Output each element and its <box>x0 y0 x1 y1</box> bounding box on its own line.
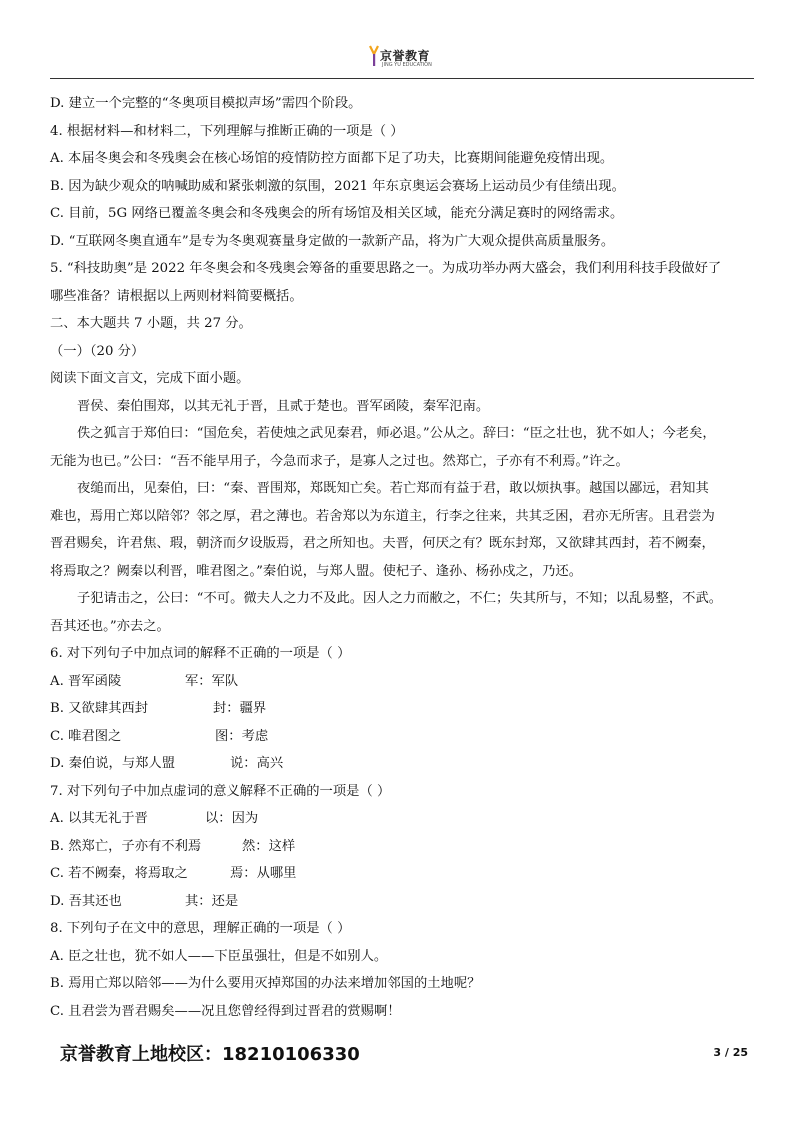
document-body <box>50 90 750 1025</box>
option-7c <box>50 860 750 888</box>
question-5: 5. “科技助奥”是 2022 年冬奥会和冬残奥会筹备的重要思路之一。为成功举办两大盛会，我们利用科技手段做好了 <box>50 261 722 276</box>
logo-subtitle: JING YU EDUCATION <box>382 62 432 68</box>
option-4b: B. 因为缺少观众的呐喊助威和紧张刺激的氛围，2021 年东京奥运会赛场上运动员少有佳绩出现。 <box>50 178 625 194</box>
passage-paragraph-4-cont: 吾其还也。”亦去之。 <box>50 618 170 634</box>
option-gloss: 说：高兴 <box>230 756 284 771</box>
subsection-heading: （一）（20 分） <box>50 343 145 359</box>
question-5-cont: 哪些准备？请根据以上两则材料简要概括。 <box>50 288 303 304</box>
option-6b <box>50 695 750 723</box>
option-sentence: B. 又欲肆其西封 <box>50 701 149 716</box>
brand-logo <box>368 44 438 72</box>
option-7d <box>50 888 750 916</box>
option-sentence: C. 若不阙秦，将焉取之 <box>50 866 188 881</box>
question-4: 4. 根据材料—和材料二，下列理解与推断正确的一项是（ ） <box>50 123 404 139</box>
option-8c: C. 且君尝为晋君赐矣——况且您曾经得到过晋君的赏赐啊！ <box>50 1003 401 1019</box>
passage-paragraph-2: 佚之狐言于郑伯曰：“国危矣，若使烛之武见秦君，师必退。”公从之。辞曰：“臣之壮也，犹不如人；今老矣， <box>77 426 716 441</box>
logo-name: 京誉教育 <box>380 49 431 63</box>
option-gloss: 然：这样 <box>242 838 296 854</box>
text-line: D. 建立一个完整的“冬奥项目模拟声场”需四个阶段。 <box>50 96 362 111</box>
option-8b: B. 焉用亡郑以陪邻——为什么要用灭掉郑国的办法来增加邻国的土地呢？ <box>50 976 481 991</box>
page-footer <box>0 1040 794 1070</box>
header-divider <box>50 78 754 79</box>
option-6d <box>50 750 750 778</box>
option-4a: A. 本届冬奥会和冬残奥会在核心场馆的疫情防控方面都下足了功夫，比赛期间能避免疫情出现。 <box>50 151 614 166</box>
page-header <box>0 40 794 80</box>
question-8: 8. 下列句子在文中的意思，理解正确的一项是（ ） <box>50 921 351 936</box>
passage-paragraph-3-cont: 难也，焉用亡郑以陪邻？邻之厚，君之薄也。若舍郑以为东道主，行李之往来，共其乏困，君亦无所害。且君尝为 <box>50 508 715 524</box>
passage-paragraph-1: 晋侯、秦伯围郑，以其无礼于晋，且贰于楚也。晋军函陵，秦军氾南。 <box>77 398 490 414</box>
option-gloss: 其：还是 <box>185 893 239 909</box>
option-8a: A. 臣之壮也，犹不如人——下臣虽强壮，但是不如别人。 <box>50 948 388 964</box>
page-number: 3 / 25 <box>713 1046 748 1059</box>
option-6c <box>50 723 750 751</box>
option-sentence: A. 以其无礼于晋 <box>50 811 148 826</box>
question-7: 7. 对下列句子中加点虚词的意义解释不正确的一项是（ ） <box>50 783 391 799</box>
passage-paragraph-3: 夜缒而出，见秦伯，曰：“秦、晋围郑，郑既知亡矣。若亡郑而有益于君，敢以烦执事。越国以鄙远，君知其 <box>77 481 709 496</box>
option-4d: D. “互联网冬奥直通车”是专为冬奥观赛量身定做的一款新产品，将为广大观众提供高质量服务。 <box>50 233 615 249</box>
logo-mark-icon <box>368 44 380 68</box>
option-gloss: 以：因为 <box>205 811 259 826</box>
option-4c: C. 目前，5G 网络已覆盖冬奥会和冬残奥会的所有场馆及相关区域，能充分满足赛时的网络需求。 <box>50 206 624 221</box>
option-7a <box>50 805 750 833</box>
option-gloss: 图：考虑 <box>215 728 269 744</box>
section-heading: 二、本大题共 7 小题，共 27 分。 <box>50 316 252 331</box>
question-6: 6. 对下列句子中加点词的解释不正确的一项是（ ） <box>50 646 351 661</box>
option-sentence: B. 然郑亡，子亦有不利焉 <box>50 838 202 854</box>
option-6a <box>50 668 750 696</box>
option-7b <box>50 833 750 861</box>
passage-paragraph-3-cont: 晋君赐矣，许君焦、瑕，朝济而夕设版焉，君之所知也。夫晋，何厌之有？既东封郑，又欲肆其西封，若不阙秦， <box>50 536 715 551</box>
option-gloss: 焉：从哪里 <box>230 866 297 881</box>
reading-instruction: 阅读下面文言文，完成下面小题。 <box>50 371 250 386</box>
passage-paragraph-4: 子犯请击之，公曰：“不可。微夫人之力不及此。因人之力而敝之，不仁；失其所与，不知；以乱易整，不武。 <box>77 591 723 606</box>
option-gloss: 封：疆界 <box>213 701 267 716</box>
option-sentence: A. 晋军函陵 <box>50 673 122 689</box>
option-sentence: C. 唯君图之 <box>50 728 122 744</box>
option-sentence: D. 吾其还也 <box>50 893 122 909</box>
footer-contact: 京誉教育上地校区：18210106330 <box>60 1044 360 1065</box>
option-sentence: D. 秦伯说，与郑人盟 <box>50 756 176 771</box>
option-gloss: 军：军队 <box>185 673 239 689</box>
passage-paragraph-3-cont: 将焉取之？阙秦以利晋，唯君图之。”秦伯说，与郑人盟。使杞子、逢孙、杨孙戍之，乃还。 <box>50 563 583 579</box>
passage-paragraph-2-cont: 无能为也已。”公曰：“吾不能早用子，今急而求子，是寡人之过也。然郑亡，子亦有不利焉。”许之。 <box>50 453 629 469</box>
